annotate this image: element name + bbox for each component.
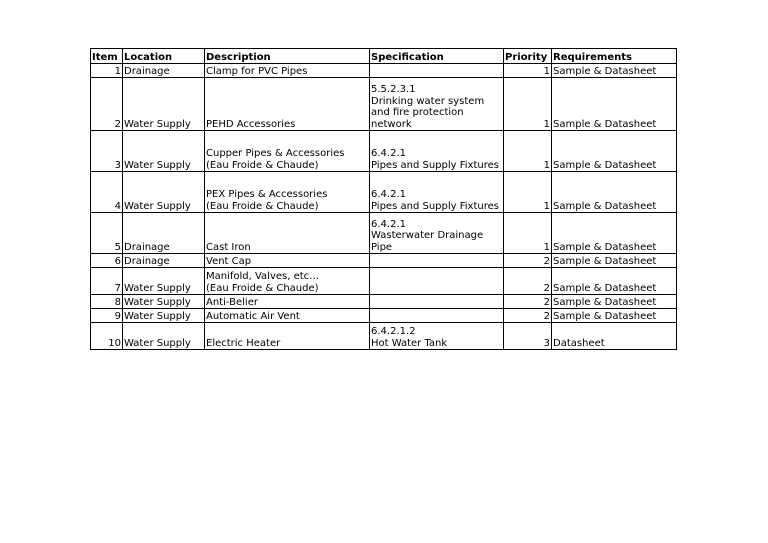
table-row bbox=[91, 78, 677, 131]
cell-location: Drainage bbox=[123, 254, 205, 268]
cell-requirements: Sample & Datasheet bbox=[552, 309, 677, 323]
cell-requirements: Sample & Datasheet bbox=[552, 172, 677, 213]
table-row bbox=[91, 213, 677, 254]
cell-specification bbox=[370, 254, 504, 268]
cell-requirements: Datasheet bbox=[552, 323, 677, 350]
table-row bbox=[91, 309, 677, 323]
cell-specification: 5.5.2.3.1 Drinking water system and fire protection network bbox=[370, 78, 504, 131]
cell-description: Clamp for PVC Pipes bbox=[205, 64, 370, 78]
table-row bbox=[91, 131, 677, 172]
cell-priority: 1 bbox=[504, 172, 552, 213]
cell-priority: 2 bbox=[504, 254, 552, 268]
cell-location: Water Supply bbox=[123, 268, 205, 295]
cell-item: 2 bbox=[91, 78, 123, 131]
cell-description: Manifold, Valves, etc… (Eau Froide & Chaude) bbox=[205, 268, 370, 295]
header-requirements: Requirements bbox=[552, 49, 677, 64]
cell-item: 1 bbox=[91, 64, 123, 78]
cell-specification: 6.4.2.1 Pipes and Supply Fixtures bbox=[370, 131, 504, 172]
table-row bbox=[91, 254, 677, 268]
cell-priority: 2 bbox=[504, 268, 552, 295]
cell-specification bbox=[370, 309, 504, 323]
cell-item: 8 bbox=[91, 295, 123, 309]
cell-specification: 6.4.2.1 Wasterwater Drainage Pipe bbox=[370, 213, 504, 254]
cell-priority: 3 bbox=[504, 323, 552, 350]
cell-specification: 6.4.2.1.2 Hot Water Tank bbox=[370, 323, 504, 350]
cell-requirements: Sample & Datasheet bbox=[552, 64, 677, 78]
cell-location: Water Supply bbox=[123, 131, 205, 172]
cell-priority: 1 bbox=[504, 131, 552, 172]
cell-item: 5 bbox=[91, 213, 123, 254]
cell-description: PEHD Accessories bbox=[205, 78, 370, 131]
cell-location: Water Supply bbox=[123, 172, 205, 213]
header-description: Description bbox=[205, 49, 370, 64]
cell-item: 9 bbox=[91, 309, 123, 323]
cell-location: Water Supply bbox=[123, 295, 205, 309]
cell-requirements: Sample & Datasheet bbox=[552, 213, 677, 254]
cell-priority: 1 bbox=[504, 78, 552, 131]
cell-description: Vent Cap bbox=[205, 254, 370, 268]
cell-priority: 1 bbox=[504, 213, 552, 254]
cell-requirements: Sample & Datasheet bbox=[552, 268, 677, 295]
header-row bbox=[91, 49, 677, 64]
cell-specification: 6.4.2.1 Pipes and Supply Fixtures bbox=[370, 172, 504, 213]
cell-item: 10 bbox=[91, 323, 123, 350]
cell-specification bbox=[370, 268, 504, 295]
cell-priority: 2 bbox=[504, 295, 552, 309]
cell-description: PEX Pipes & Accessories (Eau Froide & Chaude) bbox=[205, 172, 370, 213]
header-priority: Priority bbox=[504, 49, 552, 64]
cell-description: Automatic Air Vent bbox=[205, 309, 370, 323]
cell-specification bbox=[370, 64, 504, 78]
cell-location: Drainage bbox=[123, 64, 205, 78]
cell-location: Drainage bbox=[123, 213, 205, 254]
cell-requirements: Sample & Datasheet bbox=[552, 295, 677, 309]
header-location: Location bbox=[123, 49, 205, 64]
cell-specification bbox=[370, 295, 504, 309]
table-row bbox=[91, 295, 677, 309]
cell-description: Cast Iron bbox=[205, 213, 370, 254]
table-row bbox=[91, 268, 677, 295]
cell-item: 7 bbox=[91, 268, 123, 295]
cell-requirements: Sample & Datasheet bbox=[552, 78, 677, 131]
header-item: Item bbox=[91, 49, 123, 64]
requirements-table bbox=[90, 48, 677, 350]
table-row bbox=[91, 64, 677, 78]
table-row bbox=[91, 172, 677, 213]
cell-description: Electric Heater bbox=[205, 323, 370, 350]
cell-location: Water Supply bbox=[123, 309, 205, 323]
cell-description: Cupper Pipes & Accessories (Eau Froide & Chaude) bbox=[205, 131, 370, 172]
table-row bbox=[91, 323, 677, 350]
cell-description: Anti-Belier bbox=[205, 295, 370, 309]
cell-item: 3 bbox=[91, 131, 123, 172]
cell-location: Water Supply bbox=[123, 323, 205, 350]
cell-priority: 2 bbox=[504, 309, 552, 323]
cell-location: Water Supply bbox=[123, 78, 205, 131]
cell-item: 4 bbox=[91, 172, 123, 213]
cell-requirements: Sample & Datasheet bbox=[552, 131, 677, 172]
header-specification: Specification bbox=[370, 49, 504, 64]
cell-requirements: Sample & Datasheet bbox=[552, 254, 677, 268]
cell-priority: 1 bbox=[504, 64, 552, 78]
cell-item: 6 bbox=[91, 254, 123, 268]
